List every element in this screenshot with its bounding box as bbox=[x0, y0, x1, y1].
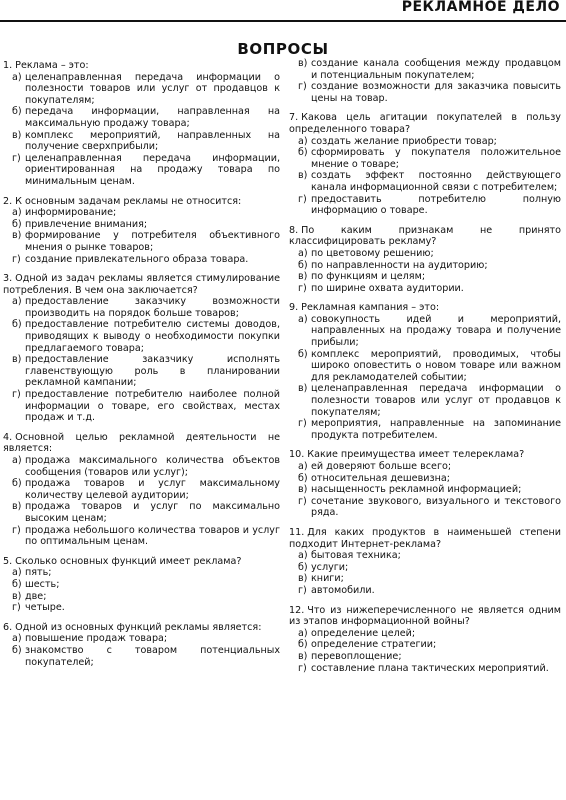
option-text: предоставить потребителю полную информацию о товаре. bbox=[311, 193, 561, 217]
option-text: информирование; bbox=[25, 207, 117, 219]
option-letter: а) bbox=[12, 207, 22, 219]
answer-option bbox=[289, 573, 561, 585]
option-text: сочетание звукового, визуального и текстового ряда. bbox=[311, 495, 561, 519]
answer-option bbox=[289, 484, 561, 496]
option-letter: б) bbox=[12, 478, 22, 490]
question-text bbox=[3, 432, 280, 455]
answer-option bbox=[289, 496, 561, 519]
question-body: Одной из основных функций рекламы является: bbox=[15, 621, 262, 633]
option-text: целенаправленная передача информации, ориентированная на продажу товара по минимальным ценам. bbox=[25, 152, 280, 187]
option-letter: г) bbox=[298, 418, 307, 430]
option-letter: в) bbox=[298, 484, 308, 496]
right-questions bbox=[289, 112, 561, 674]
option-text: продажа максимального количества объектов сообщения (товаров или услуг); bbox=[25, 455, 280, 478]
option-letter: а) bbox=[12, 296, 22, 308]
option-text: комплекс мероприятий, направленных на получение сверхприбыли; bbox=[25, 129, 280, 153]
question-text bbox=[3, 196, 280, 208]
answer-option bbox=[3, 501, 280, 524]
answer-options bbox=[3, 207, 280, 265]
option-text: перевоплощение; bbox=[311, 650, 402, 662]
answer-option bbox=[3, 478, 280, 501]
answer-option bbox=[289, 461, 561, 473]
option-text: предоставление потребителю наиболее полной информации о товаре, его свойствах, местах продаж и т.д. bbox=[25, 389, 280, 424]
question-body: Какова цель агитации покупателей в пользу определенного товара? bbox=[289, 112, 561, 135]
option-letter: г) bbox=[12, 524, 21, 536]
answer-option bbox=[3, 130, 280, 153]
option-text: насыщенность рекламной информацией; bbox=[311, 484, 522, 496]
question-number: 6. bbox=[3, 621, 13, 633]
question-7 bbox=[289, 112, 561, 216]
question-10 bbox=[289, 449, 561, 519]
answer-option bbox=[3, 254, 280, 266]
answer-options bbox=[3, 72, 280, 188]
answer-options bbox=[289, 550, 561, 596]
question-text bbox=[3, 556, 280, 568]
question-3 bbox=[3, 273, 280, 424]
answer-option bbox=[289, 314, 561, 349]
option-text: по ширине охвата аудитории. bbox=[311, 282, 464, 294]
question-text bbox=[289, 527, 561, 550]
option-text: книги; bbox=[311, 573, 344, 585]
answer-option bbox=[289, 550, 561, 562]
option-text: продажа небольшого количества товаров и услуг по оптимальным ценам. bbox=[25, 524, 280, 548]
option-letter: в) bbox=[12, 501, 22, 513]
answer-option bbox=[3, 591, 280, 603]
option-letter: г) bbox=[12, 152, 21, 164]
option-text: формирование у потребителя объективного мнения о рынке товаров; bbox=[25, 230, 280, 253]
header-rule bbox=[0, 20, 566, 22]
option-text: шесть; bbox=[25, 578, 60, 590]
option-text: по направленности на аудиторию; bbox=[311, 259, 488, 271]
option-text: целенаправленная передача информации о полезности товаров или услуг от продавцов к покупателям; bbox=[25, 71, 280, 106]
option-text: ей доверяют больше всего; bbox=[311, 461, 452, 472]
option-letter: в) bbox=[12, 230, 22, 242]
option-letter: б) bbox=[12, 106, 22, 118]
option-text: услуги; bbox=[311, 561, 349, 573]
option-letter: в) bbox=[298, 383, 308, 395]
option-letter: в) bbox=[12, 590, 22, 602]
question-text bbox=[3, 622, 280, 634]
option-letter: а) bbox=[298, 550, 308, 562]
question-number: 1. bbox=[3, 60, 13, 71]
option-letter: г) bbox=[298, 81, 307, 93]
option-letter: а) bbox=[298, 247, 308, 259]
answer-option bbox=[289, 585, 561, 597]
question-body: Какие преимущества имеет телереклама? bbox=[307, 449, 525, 461]
question-5 bbox=[3, 556, 280, 614]
answer-option bbox=[289, 418, 561, 441]
question-body: По каким признакам не принято классифицировать рекламу? bbox=[289, 224, 561, 248]
option-letter: а) bbox=[298, 313, 308, 325]
option-text: целенаправленная передача информации о полезности товаров или услуг от продавцов к покупателям; bbox=[311, 383, 561, 418]
question-6 bbox=[3, 622, 280, 668]
question-12 bbox=[289, 605, 561, 675]
answer-option bbox=[3, 296, 280, 319]
answer-option bbox=[3, 525, 280, 548]
question-number: 3. bbox=[3, 273, 13, 285]
option-letter: б) bbox=[298, 561, 308, 573]
question-text bbox=[3, 273, 280, 296]
option-letter: г) bbox=[298, 495, 307, 507]
question-9 bbox=[289, 302, 561, 441]
answer-options bbox=[289, 461, 561, 519]
answer-options bbox=[289, 314, 561, 442]
question-body: Что из нижеперечисленного не является одним из этапов информационной войны? bbox=[289, 604, 561, 628]
answer-option bbox=[3, 153, 280, 188]
option-text: две; bbox=[25, 590, 47, 602]
option-text: создать желание приобрести товар; bbox=[311, 135, 497, 147]
answer-option bbox=[289, 639, 561, 651]
option-text: знакомство с товаром потенциальных покупателей; bbox=[25, 644, 280, 668]
option-text: составление плана тактических мероприятий. bbox=[311, 662, 549, 674]
question-body: Для каких продуктов в наименьшей степени подходит Интернет-реклама? bbox=[289, 526, 561, 550]
left-column bbox=[3, 60, 280, 676]
answer-option bbox=[289, 147, 561, 170]
option-text: предоставление заказчику исполнять главенствующую роль в планировании рекламной кампании; bbox=[25, 354, 280, 389]
answer-option bbox=[289, 651, 561, 663]
answer-option bbox=[289, 260, 561, 272]
option-text: пять; bbox=[25, 567, 52, 579]
option-letter: б) bbox=[12, 578, 22, 590]
option-text: по функциям и целям; bbox=[311, 271, 426, 283]
question-body: Одной из задач рекламы является стимулирование потребления. В чем она заключается? bbox=[3, 273, 280, 296]
option-letter: в) bbox=[12, 129, 22, 141]
question-1 bbox=[3, 60, 280, 188]
question-number: 7. bbox=[289, 112, 299, 124]
section-title: ВОПРОСЫ bbox=[237, 40, 329, 58]
option-letter: г) bbox=[12, 602, 21, 614]
option-text: комплекс мероприятий, проводимых, чтобы широко оповестить о новом товаре или важном для рекламодателей событии; bbox=[311, 348, 561, 383]
question-4 bbox=[3, 432, 280, 548]
option-letter: г) bbox=[298, 584, 307, 596]
option-letter: г) bbox=[12, 253, 21, 265]
answer-option bbox=[3, 354, 280, 389]
option-letter: б) bbox=[298, 348, 308, 360]
option-letter: б) bbox=[298, 147, 308, 159]
option-text: продажа товаров и услуг по максимально высоким ценам; bbox=[25, 501, 280, 524]
question-6-continued-options bbox=[289, 58, 561, 104]
question-2 bbox=[3, 196, 280, 266]
question-number: 11. bbox=[289, 526, 305, 538]
option-text: четыре. bbox=[25, 602, 65, 614]
question-number: 9. bbox=[289, 302, 299, 314]
option-text: бытовая техника; bbox=[311, 550, 401, 562]
answer-option bbox=[289, 81, 561, 104]
answer-option bbox=[3, 567, 280, 579]
answer-option bbox=[3, 106, 280, 129]
option-letter: г) bbox=[298, 282, 307, 294]
option-text: предоставление заказчику возможности производить на порядок больше товаров; bbox=[25, 296, 280, 319]
answer-option bbox=[289, 663, 561, 675]
option-letter: б) bbox=[298, 639, 308, 651]
answer-option bbox=[3, 633, 280, 645]
option-letter: в) bbox=[298, 573, 308, 585]
option-letter: б) bbox=[12, 644, 22, 656]
answer-option bbox=[289, 283, 561, 295]
option-text: передача информации, направленная на максимальную продажу товара; bbox=[25, 106, 280, 129]
question-11 bbox=[289, 527, 561, 597]
question-number: 4. bbox=[3, 431, 13, 443]
answer-option bbox=[3, 645, 280, 668]
option-letter: в) bbox=[298, 58, 308, 69]
question-number: 2. bbox=[3, 195, 13, 207]
answer-option bbox=[289, 58, 561, 81]
question-body: Основной целью рекламной деятельности не является: bbox=[3, 431, 280, 455]
question-number: 12. bbox=[289, 604, 305, 616]
question-number: 5. bbox=[3, 555, 13, 567]
answer-options bbox=[289, 628, 561, 674]
question-body: К основным задачам рекламы не относится: bbox=[15, 195, 242, 207]
option-letter: а) bbox=[12, 71, 22, 83]
answer-options bbox=[3, 455, 280, 548]
option-text: определение стратегии; bbox=[311, 639, 437, 651]
answer-option bbox=[3, 72, 280, 107]
answer-option bbox=[3, 219, 280, 231]
answer-option bbox=[289, 562, 561, 574]
option-letter: б) bbox=[12, 319, 22, 331]
option-letter: в) bbox=[12, 354, 22, 366]
option-letter: г) bbox=[298, 662, 307, 674]
right-column bbox=[289, 58, 561, 682]
question-body: Реклама – это: bbox=[15, 60, 89, 71]
answer-option bbox=[3, 389, 280, 424]
answer-option bbox=[289, 271, 561, 283]
option-letter: а) bbox=[12, 455, 22, 466]
option-text: по цветовому решению; bbox=[311, 247, 434, 259]
answer-option bbox=[3, 579, 280, 591]
option-letter: а) bbox=[298, 461, 308, 472]
option-text: повышение продаж товара; bbox=[25, 633, 168, 645]
answer-option bbox=[289, 473, 561, 485]
option-text: создать эффект постоянно действующего канала информационной связи с потребителем; bbox=[311, 170, 561, 193]
question-8 bbox=[289, 225, 561, 295]
option-text: продажа товаров и услуг максимальному количеству целевой аудитории; bbox=[25, 478, 280, 501]
question-body: Рекламная кампания – это: bbox=[301, 302, 440, 314]
option-letter: б) bbox=[298, 472, 308, 484]
answer-option bbox=[289, 628, 561, 640]
option-letter: а) bbox=[12, 633, 22, 645]
option-letter: а) bbox=[298, 627, 308, 639]
option-letter: б) bbox=[12, 218, 22, 230]
option-letter: в) bbox=[298, 271, 308, 283]
option-letter: а) bbox=[298, 135, 308, 147]
option-text: предоставление потребителю системы доводов, приводящих к выводу о необходимости покупки предлагаемого товара; bbox=[25, 319, 280, 354]
option-text: относительная дешевизна; bbox=[311, 472, 450, 484]
answer-option bbox=[3, 455, 280, 478]
answer-option bbox=[3, 602, 280, 614]
option-text: создание привлекательного образа товара. bbox=[25, 253, 249, 265]
answer-options bbox=[289, 248, 561, 294]
answer-option bbox=[289, 136, 561, 148]
question-text bbox=[289, 605, 561, 628]
question-text bbox=[289, 449, 561, 461]
answer-option bbox=[3, 230, 280, 253]
option-text: мероприятия, направленные на запоминание продукта потребителем. bbox=[311, 418, 561, 441]
question-number: 10. bbox=[289, 449, 305, 461]
option-letter: г) bbox=[12, 389, 21, 401]
option-letter: а) bbox=[12, 567, 22, 579]
question-body: Сколько основных функций имеет реклама? bbox=[15, 555, 242, 567]
option-letter: б) bbox=[298, 259, 308, 271]
answer-options bbox=[3, 633, 280, 668]
option-text: автомобили. bbox=[311, 584, 375, 596]
option-text: сформировать у покупателя положительное мнение о товаре; bbox=[311, 147, 561, 170]
answer-option bbox=[3, 207, 280, 219]
question-number: 8. bbox=[289, 224, 299, 236]
option-letter: г) bbox=[298, 193, 307, 205]
answer-option bbox=[289, 383, 561, 418]
option-text: совокупность идей и мероприятий, направленных на продажу товара и получение прибыли; bbox=[311, 313, 561, 349]
answer-option bbox=[289, 248, 561, 260]
answer-option bbox=[289, 170, 561, 193]
option-text: привлечение внимания; bbox=[25, 218, 148, 230]
option-text: создание канала сообщения между продавцом и потенциальным покупателем; bbox=[311, 58, 561, 81]
page-header bbox=[0, 0, 566, 22]
question-text bbox=[289, 225, 561, 248]
question-text bbox=[289, 112, 561, 135]
answer-option bbox=[289, 194, 561, 217]
option-text: создание возможности для заказчика повысить цены на товар. bbox=[311, 81, 561, 104]
answer-options bbox=[289, 136, 561, 217]
question-text bbox=[289, 302, 561, 314]
option-text: определение целей; bbox=[311, 627, 416, 639]
answer-options bbox=[3, 296, 280, 424]
answer-option bbox=[3, 319, 280, 354]
header-title: РЕКЛАМНОЕ ДЕЛО bbox=[401, 0, 560, 15]
question-text bbox=[3, 60, 280, 72]
option-letter: в) bbox=[298, 650, 308, 662]
answer-option bbox=[289, 349, 561, 384]
option-letter: в) bbox=[298, 170, 308, 182]
answer-options bbox=[3, 567, 280, 613]
